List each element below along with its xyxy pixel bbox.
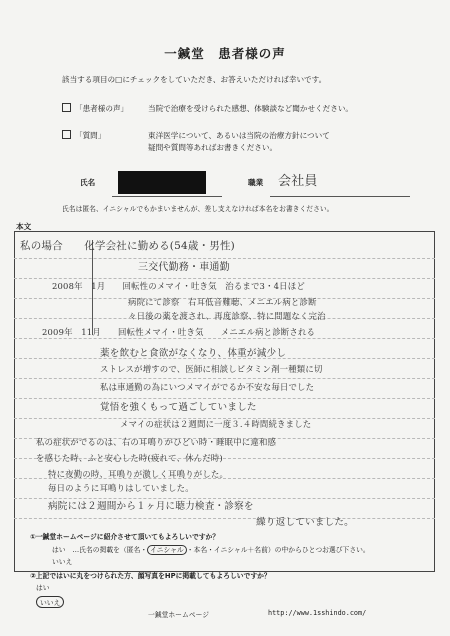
job-label: 職業 [248, 178, 264, 187]
body-line: ストレスが増すので、医師に相談しビタミン剤一種類に切 [100, 364, 323, 374]
question-1-yes-option[interactable] [52, 544, 370, 554]
job-underline [270, 196, 410, 197]
question-1-yes-post: ・本名・イニシャル＋名前）の中からひとつお選び下さい。 [186, 546, 370, 554]
question-1-circled-initial[interactable]: イニシャル [147, 545, 187, 555]
footer-url[interactable]: http://www.1sshindo.com/ [268, 609, 367, 617]
option-question-label: 「質問」 [75, 131, 106, 140]
instruction-text: 該当する項目の□にチェックをしていただき、お答えいただければ幸いです。 [62, 75, 327, 84]
name-redacted [118, 171, 206, 194]
job-value[interactable]: 会社員 [278, 174, 318, 189]
body-line: メマイの症状は２週間に一度３.４時間続きました [120, 419, 312, 429]
body-line: 私の場合 化学会社に勤める(54歳・男性) [20, 240, 235, 252]
option-voice-desc: 当院で治療を受けられた感想、体験談など聞かせください。 [148, 104, 354, 113]
body-line: 病院には２週間から１ヶ月に聴力検査・診察を [48, 501, 254, 512]
question-2-yes-option[interactable]: はい [36, 584, 50, 592]
question-1-no-option[interactable]: いいえ [52, 558, 73, 566]
option-question-desc: 東洋医学について、あるいは当院の治療方針について [148, 131, 330, 140]
body-line: 病院にて診察 右耳低音難聴、メニエル病と診断 [128, 297, 317, 307]
body-line: 特に夜勤の時、耳鳴りが激しく耳鳴りがした。 [48, 469, 229, 479]
body-line: を感じた時、ふと安心した時(疲れて、休んだ時) [36, 453, 223, 463]
ruled-line [14, 378, 435, 379]
footer-site-name: 一鍼堂ホームページ [148, 611, 210, 619]
option-question[interactable] [62, 130, 105, 141]
body-line: 繰り返していました。 [256, 517, 354, 528]
ruled-line [14, 278, 435, 279]
checkbox-voice[interactable] [62, 103, 71, 112]
question-1-yes-pre: はい …氏名の掲載を（匿名・ [52, 546, 148, 554]
body-line: 薬を飲むと食欲がなくなり、体重が減少し [100, 348, 287, 359]
question-2-no-option-circled[interactable]: いいえ [36, 596, 64, 608]
body-label: 本文 [16, 222, 32, 231]
body-line: 2008年 1月 回転性のメマイ・吐き気 治るまで3・4日ほど [52, 281, 305, 291]
ruled-line [14, 338, 435, 339]
body-line: 2009年 11月 回転性メマイ・吐き気 メニエル病と診断される [42, 327, 316, 337]
body-line: 覚悟を強くもって過ごしていました [100, 402, 257, 413]
name-label: 氏名 [80, 178, 96, 187]
body-line: 三交代勤務・車通勤 [138, 262, 230, 273]
question-1: ①一鍼堂ホームページに紹介させて頂いてもよろしいですか？ [30, 533, 220, 541]
option-voice-label: 「患者様の声」 [75, 104, 129, 113]
body-line: 私の症状がでるのは、右の耳鳴りがひどい時・睡眠中に違和感 [36, 437, 277, 447]
name-note: 氏名は匿名、イニシャルでもかまいませんが、差し支えなければ本名をお書きください。 [62, 205, 334, 213]
body-line: 私は車通勤の為にいつメマイがでるか不安な毎日でした [100, 382, 315, 392]
checkbox-question[interactable] [62, 130, 71, 139]
option-question-desc-2: 疑問や質問等あればお書きください。 [148, 143, 278, 152]
name-underline [112, 196, 222, 197]
body-line: 毎日のように耳鳴りはしていました。 [48, 483, 194, 493]
ruled-line [14, 518, 435, 519]
page-title: 一鍼堂 患者様の声 [164, 46, 286, 61]
question-2: ②上記ではいに丸をつけられた方、顔写真をHPに掲載してもよろしいですか？ [30, 572, 271, 580]
option-voice[interactable] [62, 103, 128, 114]
body-line: 々日後の薬を渡され、再度診察、特に問題なく完治 [128, 311, 326, 321]
